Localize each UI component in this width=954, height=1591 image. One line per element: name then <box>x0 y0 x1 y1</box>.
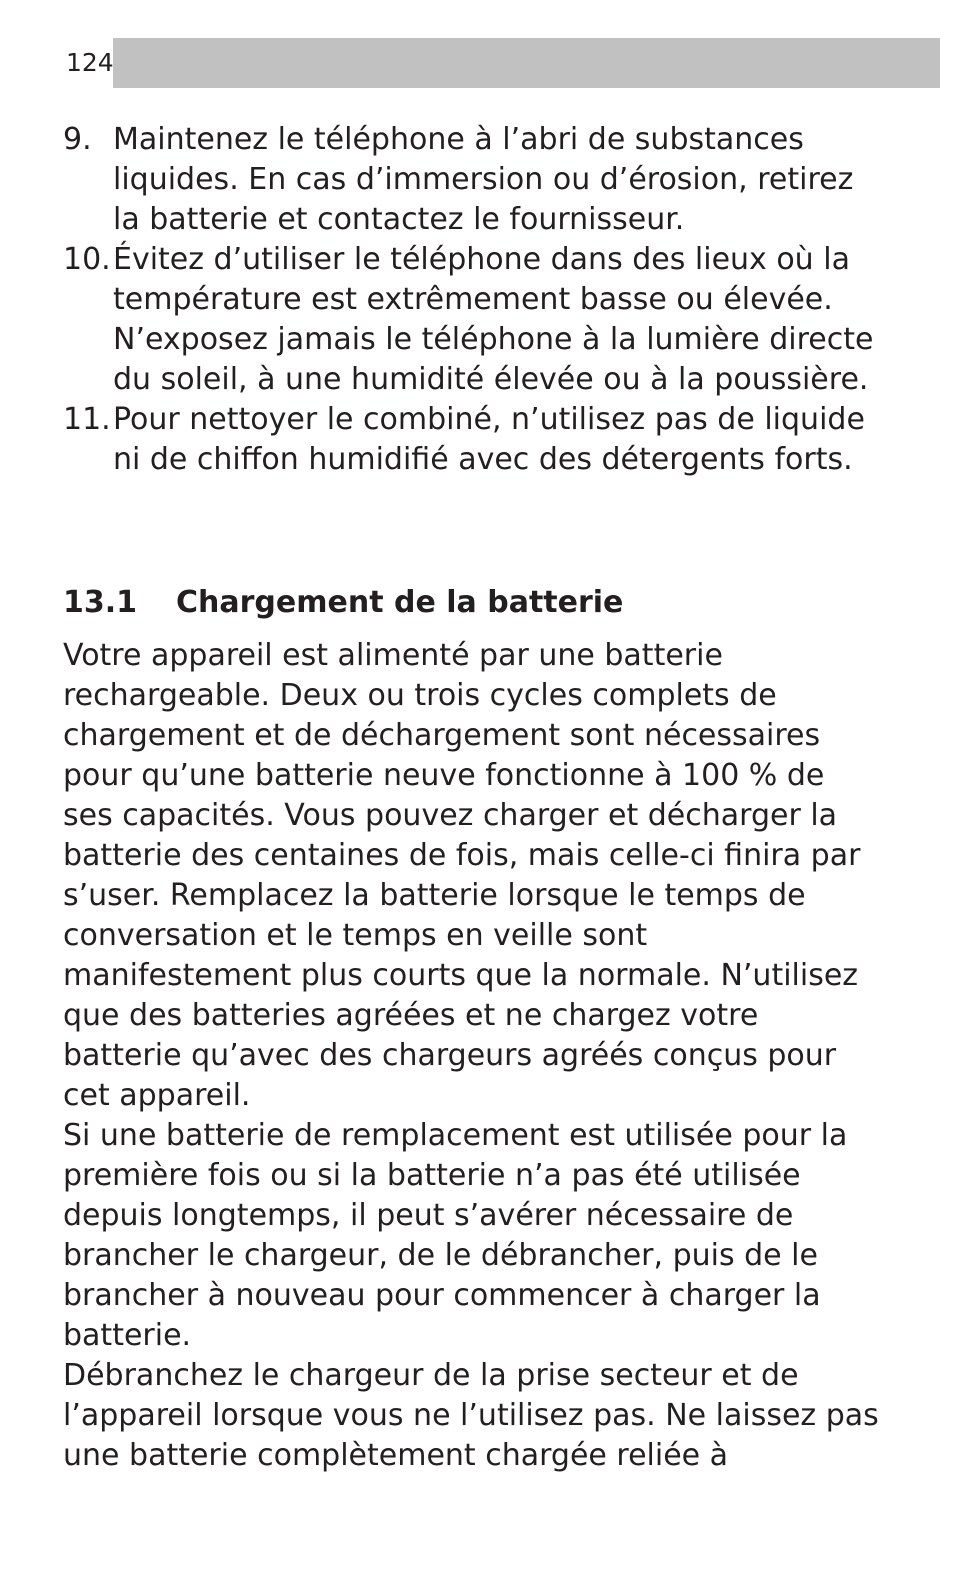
list-item-text: Évitez d’utiliser le téléphone dans des lieux où la température est extrêmement basse ou élevée. N’exposez jamais le téléphone à la lumière directe du soleil, à une humidité élevée ou à la poussière. <box>113 242 874 397</box>
page-number: 124 <box>63 38 113 88</box>
list-item-number: 9. <box>63 122 92 157</box>
list-item-text: Maintenez le téléphone à l’abri de substances liquides. En cas d’immersion ou d’érosion, retirez la batterie et contactez le fournisseur. <box>113 122 854 237</box>
page-header-bar <box>63 38 940 88</box>
safety-list <box>63 120 883 480</box>
body-paragraph: Si une batterie de remplacement est utilisée pour la première fois ou si la batterie n’a pas été utilisée depuis longtemps, il peut s’avérer nécessaire de brancher le chargeur, de le débrancher, puis de le brancher à nouveau pour commencer à charger la batterie. <box>63 1118 848 1353</box>
body-paragraph: Votre appareil est alimenté par une batterie rechargeable. Deux ou trois cycles complets de chargement et de déchargement sont nécessaires pour qu’une batterie neuve fonctionne à 100 % de ses capacités. Vous pouvez charger et décharger la batterie des centaines de fois, mais celle-ci finira par s’user. Remplacez la batterie lorsque le temps de conversation et le temps en veille sont manifestement plus courts que la normale. N’utilisez que des batteries agréées et ne chargez votre batterie qu’avec des chargeurs agréés conçus pour cet appareil. <box>63 638 861 1113</box>
body-paragraph: Débranchez le chargeur de la prise secteur et de l’appareil lorsque vous ne l’utilisez pas. Ne laissez pas une batterie complètement chargée reliée à <box>63 1358 879 1473</box>
section-heading <box>63 583 883 623</box>
list-item-text: Pour nettoyer le combiné, n’utilisez pas de liquide ni de chiffon humidifié avec des détergents forts. <box>113 402 865 477</box>
list-item <box>63 400 883 480</box>
list-item-number: 11. <box>63 402 111 437</box>
list-item <box>63 240 883 400</box>
section-title: Chargement de la batterie <box>176 585 624 620</box>
section-number: 13.1 <box>63 585 138 620</box>
list-item-number: 10. <box>63 242 111 277</box>
section-body <box>63 636 883 1476</box>
list-item <box>63 120 883 240</box>
